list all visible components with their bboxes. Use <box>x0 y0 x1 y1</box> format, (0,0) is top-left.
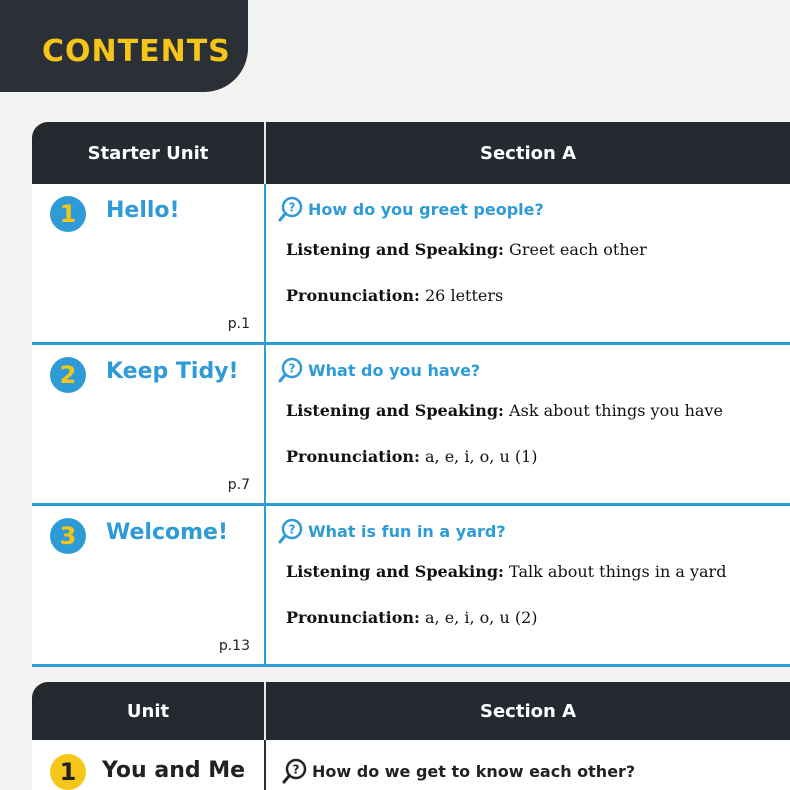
units-table <box>32 682 790 790</box>
key-question <box>278 196 544 222</box>
unit-title: Welcome! <box>106 520 228 545</box>
section-a-cell <box>278 506 780 664</box>
question-magnifier-icon <box>278 196 304 222</box>
key-question <box>278 357 480 383</box>
section-a-cell <box>278 345 780 503</box>
pr-label: Pronunciation: <box>286 447 420 466</box>
unit-cell <box>32 506 264 664</box>
table-header <box>32 122 790 184</box>
pronunciation-line <box>286 447 538 466</box>
column-header-unit: Unit <box>126 700 170 722</box>
column-header-starter-unit: Starter Unit <box>87 142 209 164</box>
starter-units-table <box>32 122 790 667</box>
table-row[interactable] <box>32 506 790 667</box>
table-row[interactable] <box>32 184 790 345</box>
pr-text: 26 letters <box>425 286 504 305</box>
row-divider <box>264 506 266 664</box>
ls-label: Listening and Speaking: <box>286 562 504 581</box>
listening-speaking-line <box>286 240 647 259</box>
question-text: What is fun in a yard? <box>308 521 506 541</box>
key-question <box>282 758 635 784</box>
unit-cell <box>32 345 264 503</box>
page-reference: p.1 <box>227 316 250 332</box>
contents-title: CONTENTS <box>42 34 231 69</box>
listening-speaking-line <box>286 401 723 420</box>
contents-header <box>0 0 248 92</box>
ls-text: Talk about things in a yard <box>509 562 727 581</box>
table-row[interactable] <box>32 740 790 790</box>
key-question <box>278 518 506 544</box>
section-a-cell <box>278 184 780 342</box>
ls-text: Greet each other <box>509 240 647 259</box>
question-text: What do you have? <box>308 360 481 380</box>
unit-title: You and Me <box>102 758 246 783</box>
table-row[interactable] <box>32 345 790 506</box>
unit-cell <box>32 184 264 342</box>
unit-title: Hello! <box>106 198 180 223</box>
svg-text:?: ? <box>292 762 300 777</box>
question-magnifier-icon <box>278 518 304 544</box>
column-header-section-a: Section A <box>480 700 576 722</box>
row-divider <box>264 184 266 342</box>
pronunciation-line <box>286 608 538 627</box>
unit-number-badge: 3 <box>50 518 86 554</box>
pronunciation-line <box>286 286 503 305</box>
pr-label: Pronunciation: <box>286 286 420 305</box>
pr-label: Pronunciation: <box>286 608 420 627</box>
listening-speaking-line <box>286 562 726 581</box>
svg-text:?: ? <box>288 522 296 537</box>
ls-text: Ask about things you have <box>509 401 723 420</box>
ls-label: Listening and Speaking: <box>286 401 504 420</box>
question-text: How do we get to know each other? <box>312 761 636 781</box>
row-divider <box>264 345 266 503</box>
column-header-section-a: Section A <box>480 142 576 164</box>
question-text: How do you greet people? <box>308 199 544 219</box>
unit-number-badge: 1 <box>50 754 86 790</box>
ls-label: Listening and Speaking: <box>286 240 504 259</box>
page-reference: p.13 <box>218 638 250 654</box>
question-magnifier-icon <box>282 758 308 784</box>
pr-text: a, e, i, o, u (1) <box>425 447 538 466</box>
unit-number-badge: 2 <box>50 357 86 393</box>
svg-text:?: ? <box>288 200 296 215</box>
row-divider <box>264 740 266 790</box>
unit-title: Keep Tidy! <box>106 359 239 384</box>
question-magnifier-icon <box>278 357 304 383</box>
page-reference: p.7 <box>227 477 250 493</box>
table-header <box>32 682 790 740</box>
unit-number-badge: 1 <box>50 196 86 232</box>
svg-text:?: ? <box>288 361 296 376</box>
pr-text: a, e, i, o, u (2) <box>425 608 538 627</box>
